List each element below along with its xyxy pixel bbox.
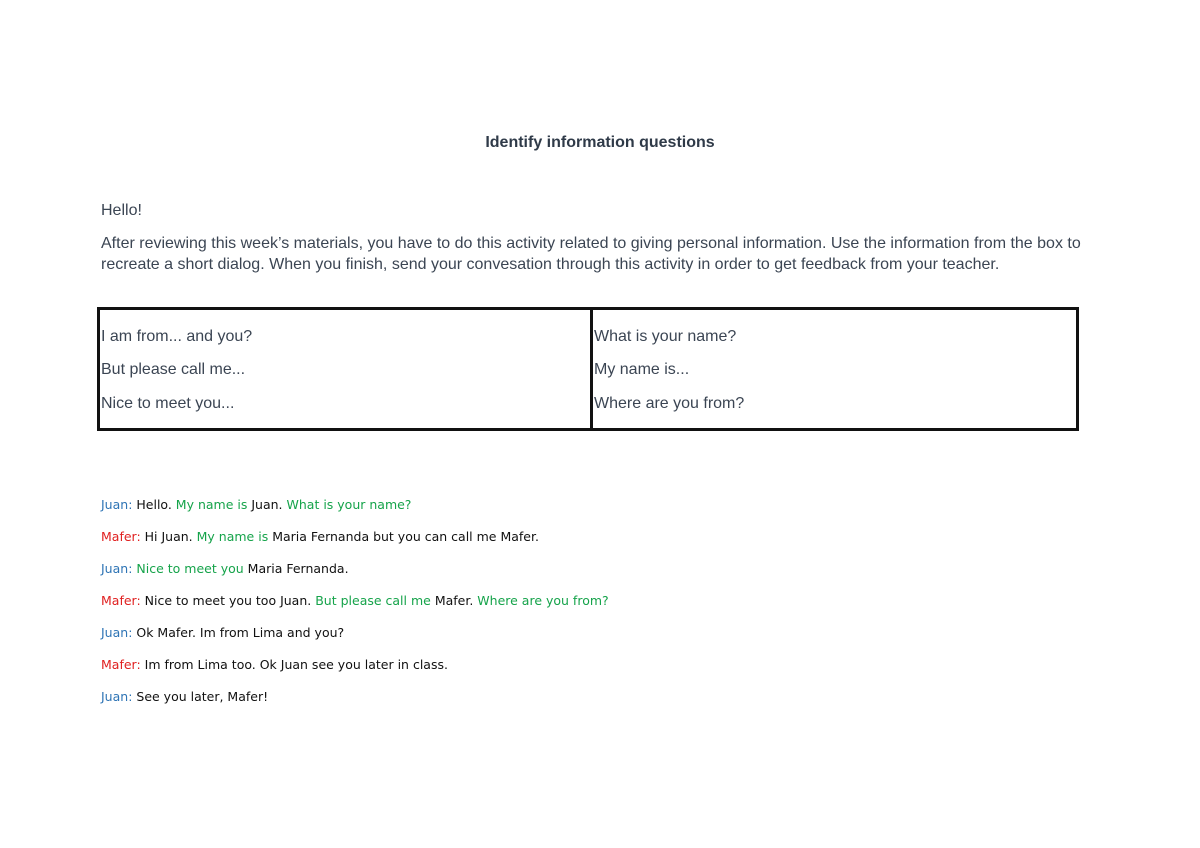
dialog-line bbox=[101, 560, 609, 592]
dialog-text: Maria Fernanda but you can call me Mafer. bbox=[268, 529, 539, 544]
speaker-name: Mafer: bbox=[101, 657, 141, 672]
dialog-text: Mafer. bbox=[430, 593, 478, 608]
speaker-name: Juan: bbox=[101, 625, 133, 640]
speaker-name: Juan: bbox=[101, 689, 133, 704]
highlighted-phrase: My name is bbox=[175, 497, 248, 512]
highlighted-phrase: But please call me bbox=[315, 593, 431, 608]
dialog-text: Im from Lima too. Ok Juan see you later in class. bbox=[140, 657, 448, 672]
highlighted-phrase: What is your name? bbox=[286, 497, 412, 512]
dialog-line bbox=[101, 656, 609, 688]
speaker-name: Juan: bbox=[101, 561, 133, 576]
phrase-cell: I am from... and you? bbox=[101, 328, 253, 345]
instructions-paragraph: After reviewing this week’s materials, you have to do this activity related to giving personal information. Use the information from the box to recreate a short dialog. When you finish, send your convesation through this activity in order to get feedback from your teacher. bbox=[101, 235, 1081, 273]
dialog-line bbox=[101, 688, 609, 720]
document-title: Identify information questions bbox=[485, 134, 715, 151]
phrase-column-right bbox=[593, 310, 1076, 428]
highlighted-phrase: Nice to meet you bbox=[136, 561, 244, 576]
dialog-line bbox=[101, 624, 609, 656]
phrase-cell: Nice to meet you... bbox=[101, 395, 235, 412]
speaker-name: Juan: bbox=[101, 497, 133, 512]
phrase-cell: What is your name? bbox=[594, 328, 737, 345]
highlighted-phrase: My name is bbox=[196, 529, 269, 544]
phrase-cell: But please call me... bbox=[101, 361, 246, 378]
dialog-text: Juan. bbox=[247, 497, 287, 512]
dialog-text: Maria Fernanda. bbox=[243, 561, 349, 576]
dialog-text: Nice to meet you too Juan. bbox=[140, 593, 316, 608]
phrase-column-left bbox=[100, 310, 593, 428]
greeting-text: Hello! bbox=[101, 202, 142, 219]
dialog-text: Ok Mafer. Im from Lima and you? bbox=[132, 625, 345, 640]
phrase-cell: Where are you from? bbox=[594, 395, 745, 412]
dialog-line bbox=[101, 528, 609, 560]
dialog-text: Hello. bbox=[132, 497, 176, 512]
speaker-name: Mafer: bbox=[101, 529, 141, 544]
highlighted-phrase: Where are you from? bbox=[477, 593, 609, 608]
phrase-box bbox=[97, 307, 1079, 431]
phrase-cell: My name is... bbox=[594, 361, 690, 378]
dialog-line bbox=[101, 592, 609, 624]
speaker-name: Mafer: bbox=[101, 593, 141, 608]
dialog-text: See you later, Mafer! bbox=[132, 689, 269, 704]
dialog bbox=[101, 496, 609, 720]
dialog-line bbox=[101, 496, 609, 528]
dialog-text: Hi Juan. bbox=[140, 529, 197, 544]
